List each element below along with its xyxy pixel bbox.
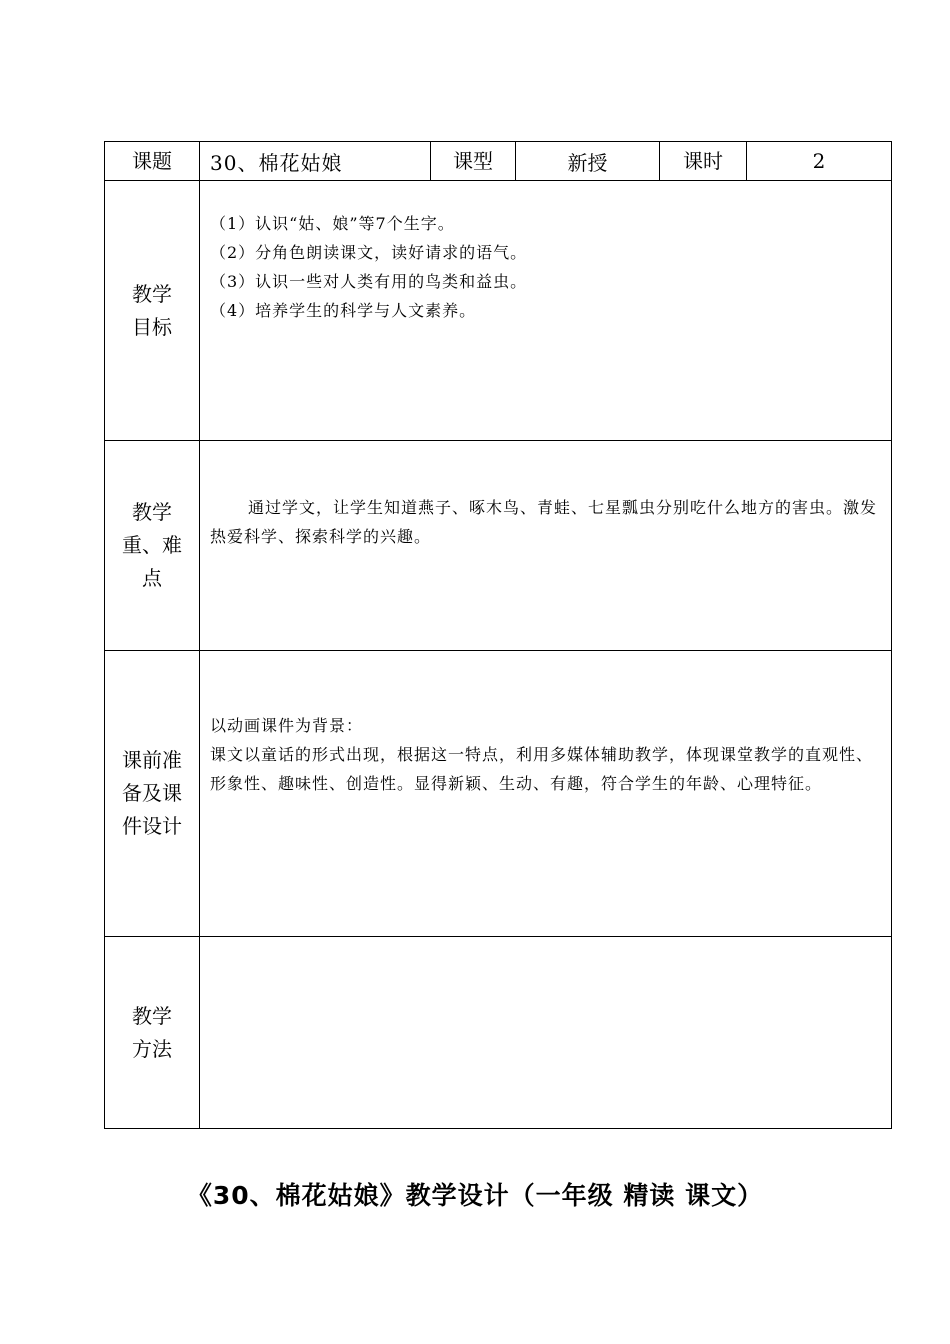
methods-content — [200, 937, 892, 1129]
lesson-plan-table — [104, 141, 892, 1129]
methods-label-line: 教学 — [132, 1003, 172, 1028]
hours-label: 课时 — [660, 142, 747, 181]
key-points-label — [105, 441, 200, 651]
objectives-label-line: 教学 — [132, 281, 172, 306]
objectives-row — [105, 181, 892, 441]
key-points-label-line: 教学 — [132, 500, 172, 524]
preparation-content — [200, 651, 892, 937]
preparation-text — [210, 651, 883, 798]
objectives-content — [200, 181, 892, 441]
methods-row — [105, 937, 892, 1129]
objective-item: （3）认识一些对人类有用的鸟类和益虫。 — [210, 272, 528, 291]
topic-value: 30、棉花姑娘 — [200, 142, 431, 181]
key-points-content — [200, 441, 892, 651]
preparation-label-line: 课前准 — [122, 748, 182, 772]
objective-item: （1）认识“姑、娘”等7个生字。 — [210, 214, 455, 233]
header-row — [105, 142, 892, 181]
key-points-row — [105, 441, 892, 651]
objectives-label — [105, 181, 200, 441]
preparation-label-line: 备及课 — [122, 781, 182, 805]
preparation-line: 课文以童话的形式出现，根据这一特点，利用多媒体辅助教学，体现课堂教学的直观性、形象性、趣味性、创造性。显得新颖、生动、有趣，符合学生的年龄、心理特征。 — [210, 745, 874, 793]
methods-label — [105, 937, 200, 1129]
topic-label: 课题 — [105, 142, 200, 181]
key-points-text: 通过学文，让学生知道燕子、啄木鸟、青蛙、七星瓢虫分别吃什么地方的害虫。激发热爱科学、探索科学的兴趣。 — [210, 498, 878, 546]
preparation-label-line: 件设计 — [122, 814, 182, 838]
key-points-label-line: 点 — [142, 566, 162, 590]
objectives-label-line: 目标 — [132, 314, 172, 339]
type-value: 新授 — [516, 142, 660, 181]
preparation-row — [105, 651, 892, 937]
document-title: 《30、棉花姑娘》教学设计（一年级 精读 课文） — [186, 1181, 764, 1210]
objective-item: （4）培养学生的科学与人文素养。 — [210, 301, 477, 320]
key-points-label-line: 重、难 — [122, 533, 182, 557]
methods-label-line: 方法 — [132, 1036, 172, 1061]
preparation-line: 以动画课件为背景： — [210, 716, 364, 735]
objectives-list — [210, 181, 883, 325]
hours-value: 2 — [747, 142, 892, 181]
type-label: 课型 — [431, 142, 516, 181]
objective-item: （2）分角色朗读课文，读好请求的语气。 — [210, 243, 528, 262]
preparation-label — [105, 651, 200, 937]
